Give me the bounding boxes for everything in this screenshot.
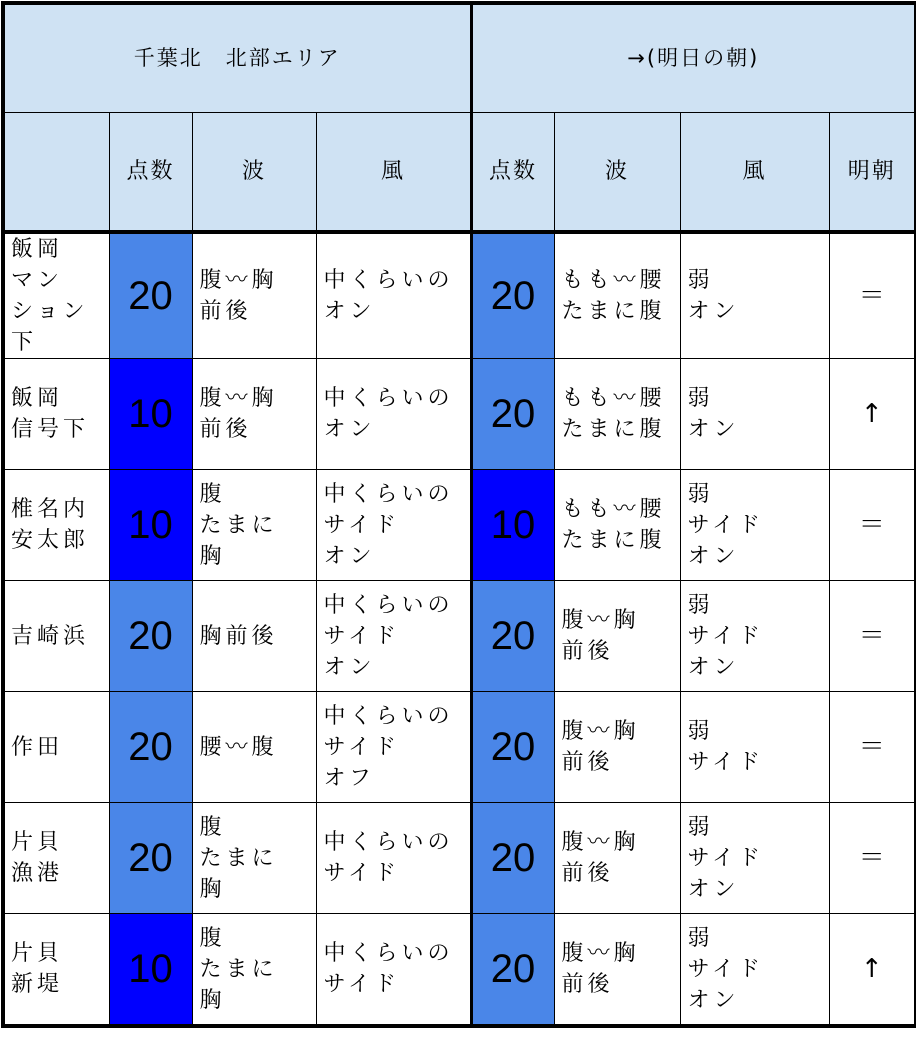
morning-header: 明朝 (829, 113, 916, 233)
score2-cell: 20 (471, 581, 554, 692)
morning-trend: ＝ (829, 692, 916, 803)
wave2-cell: 腹〰胸 前後 (554, 914, 680, 1027)
wind2-cell: 弱 サイド (680, 692, 829, 803)
morning-trend: ↑ (829, 914, 916, 1027)
wind-cell: 中くらいの サイド (316, 803, 471, 914)
score-cell: 20 (109, 232, 192, 359)
wave-cell: 腹 たまに 胸 (192, 914, 316, 1027)
table-row (3, 692, 916, 803)
morning-trend: ＝ (829, 803, 916, 914)
wave-cell: 胸前後 (192, 581, 316, 692)
wind-header: 風 (316, 113, 471, 233)
table-row (3, 914, 916, 1027)
spot-name: 作田 (3, 692, 109, 803)
wind-cell: 中くらいの サイド (316, 914, 471, 1027)
score-cell: 20 (109, 803, 192, 914)
score2-header: 点数 (471, 113, 554, 233)
area-title: 千葉北 北部エリア (3, 3, 471, 113)
wind-cell: 中くらいの サイド オフ (316, 692, 471, 803)
wave-cell: 腹〰胸 前後 (192, 232, 316, 359)
morning-trend: ＝ (829, 470, 916, 581)
score-cell: 20 (109, 581, 192, 692)
wave-cell: 腹 たまに 胸 (192, 470, 316, 581)
wind2-cell: 弱 オン (680, 359, 829, 470)
score-cell: 20 (109, 692, 192, 803)
spot-name: 片貝 新堤 (3, 914, 109, 1027)
wind-cell: 中くらいの サイド オン (316, 470, 471, 581)
wind2-cell: 弱 サイド オン (680, 914, 829, 1027)
wind-cell: 中くらいの サイド オン (316, 581, 471, 692)
wind2-cell: 弱 サイド オン (680, 581, 829, 692)
wave2-cell: もも〰腰 たまに腹 (554, 470, 680, 581)
wave-cell: 腹〰胸 前後 (192, 359, 316, 470)
wave2-header: 波 (554, 113, 680, 233)
column-header-row (3, 113, 916, 233)
table-row (3, 359, 916, 470)
score-cell: 10 (109, 470, 192, 581)
wind-cell: 中くらいの オン (316, 232, 471, 359)
wave2-cell: 腹〰胸 前後 (554, 581, 680, 692)
wind2-cell: 弱 サイド オン (680, 803, 829, 914)
title-row (3, 3, 916, 113)
spot-name: 椎名内 安太郎 (3, 470, 109, 581)
morning-trend: ↑ (829, 359, 916, 470)
score2-cell: 20 (471, 232, 554, 359)
wave2-cell: もも〰腰 たまに腹 (554, 232, 680, 359)
score-cell: 10 (109, 914, 192, 1027)
wave-header: 波 (192, 113, 316, 233)
morning-trend: ＝ (829, 581, 916, 692)
table-row (3, 581, 916, 692)
score-header: 点数 (109, 113, 192, 233)
wind2-cell: 弱 サイド オン (680, 470, 829, 581)
wave-cell: 腰〰腹 (192, 692, 316, 803)
wave-cell: 腹 たまに 胸 (192, 803, 316, 914)
score2-cell: 20 (471, 914, 554, 1027)
wind-cell: 中くらいの オン (316, 359, 471, 470)
table-row (3, 470, 916, 581)
wave2-cell: もも〰腰 たまに腹 (554, 359, 680, 470)
wind2-cell: 弱 オン (680, 232, 829, 359)
spot-name: 飯岡 マン ション 下 (3, 232, 109, 359)
table-row (3, 232, 916, 359)
spot-name: 飯岡 信号下 (3, 359, 109, 470)
next-morning-title: →(明日の朝) (471, 3, 916, 113)
spot-name: 吉崎浜 (3, 581, 109, 692)
spot-name: 片貝 漁港 (3, 803, 109, 914)
table-body (3, 232, 916, 1026)
surf-forecast-table (1, 1, 916, 1028)
score2-cell: 20 (471, 692, 554, 803)
table-row (3, 803, 916, 914)
score2-cell: 20 (471, 803, 554, 914)
wind2-header: 風 (680, 113, 829, 233)
wave2-cell: 腹〰胸 前後 (554, 692, 680, 803)
spot-header (3, 113, 109, 233)
wave2-cell: 腹〰胸 前後 (554, 803, 680, 914)
score-cell: 10 (109, 359, 192, 470)
score2-cell: 10 (471, 470, 554, 581)
morning-trend: ＝ (829, 232, 916, 359)
score2-cell: 20 (471, 359, 554, 470)
